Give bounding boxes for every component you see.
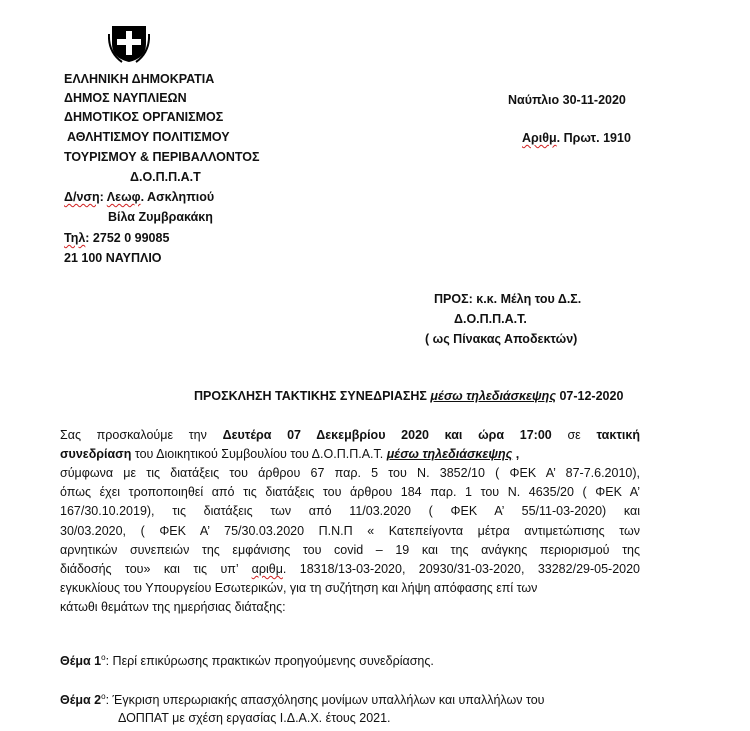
address-street-abbr: Λεωφ [106, 190, 141, 204]
address-label: Δ/νση [64, 190, 100, 204]
body-text: . 18318/13-03-2020, 20930/31-03-2020, 33282/29-05-2020 [282, 562, 641, 576]
meeting-type-2: συνεδρίαση [60, 447, 132, 461]
body-text: του Διοικητικού Συμβουλίου του Δ.Ο.Π.Π.Α.Τ. [131, 447, 387, 461]
address-line-2: Βίλα Ζυμβρακάκη [108, 210, 213, 224]
protocol-rest: . Πρωτ. 1910 [556, 131, 631, 145]
topic-2-line-2: ΔΟΠΠΑΤ με σχέση εργασίας Ι.Δ.Α.Χ. έτους 2021. [118, 711, 391, 725]
body-line-7: αρνητικών συνεπειών της εμφάνισης του covid – 19 και της ανάγκης περιορισμού της [60, 543, 640, 557]
republic-name: ΕΛΛΗΝΙΚΗ ΔΗΜΟΚΡΑΤΙΑ [64, 72, 215, 86]
address-colon: : [99, 190, 104, 204]
body-line-10: κάτωθι θεμάτων της ημερήσιας διάταξης: [60, 600, 286, 614]
body-line-3: σύμφωνα με τις διατάξεις του άρθρου 67 παρ. 5 του Ν. 3852/10 ( ΦΕΚ Α’ 87-7.6.2010), [60, 466, 640, 480]
title-part-2: μέσω τηλεδιάσκεψης [430, 389, 556, 403]
body-text: Σας προσκαλούμε την [60, 428, 223, 442]
meeting-datetime: Δευτέρα 07 Δεκεμβρίου 2020 και ώρα 17:00 [222, 428, 552, 442]
topic-1-colon: : [105, 654, 110, 669]
document-title [194, 389, 623, 403]
body-text: , [512, 447, 520, 461]
organization-line-1: ΔΗΜΟΤΙΚΟΣ ΟΡΓΑΝΙΣΜΟΣ [64, 110, 224, 124]
body-line-9: εγκυκλίους του Υπουργείου Εσωτερικών, για τη συζήτηση και λήψη απόφασης επί των [60, 581, 538, 595]
protocol-abbr: Αριθμ [522, 131, 557, 145]
recipient-line-1: ΠΡΟΣ: κ.κ. Μέλη του Δ.Σ. [434, 292, 582, 306]
body-line-4: όπως έχει τροποποιηθεί από τις διατάξεις του άρθρου 184 παρ. 1 του Ν. 4635/20 ( ΦΕΚ Α’ [60, 485, 640, 499]
topic-2-colon: : [105, 693, 110, 708]
phone-line [64, 231, 169, 245]
topic-2 [60, 692, 545, 707]
body-text: διάδοσής του» και τις υπ’ [60, 562, 252, 576]
body-line-8 [60, 562, 640, 576]
body-line-1 [60, 428, 640, 442]
topic-2-sup: ο [101, 692, 106, 701]
recipient-line-2: Δ.Ο.Π.Π.Α.Τ. [454, 312, 527, 326]
municipality-name: ΔΗΜΟΣ ΝΑΥΠΛΙΕΩΝ [64, 91, 187, 105]
topic-1-text: Περί επικύρωσης πρακτικών προηγούμενης συνεδρίασης. [109, 654, 434, 669]
address-street-rest: . Ασκληπιού [140, 190, 215, 204]
phone-value: : 2752 0 99085 [85, 231, 170, 245]
postal-line: 21 100 ΝΑΥΠΛΙΟ [64, 251, 162, 265]
title-part-1: ΠΡΟΣΚΛΗΣΗ ΤΑΚΤΙΚΗΣ ΣΥΝΕΔΡΙΑΣΗΣ [194, 389, 431, 403]
body-text: σε [551, 428, 597, 442]
body-line-5: 167/30.10.2019), τις διατάξεις των από 11/03.2020 ( ΦΕΚ Α’ 55/11-03-2020) και [60, 504, 640, 518]
teleconference-text: μέσω τηλεδιάσκεψης [386, 447, 513, 461]
organization-line-3: ΤΟΥΡΙΣΜΟΥ & ΠΕΡΙΒΑΛΛΟΝΤΟΣ [64, 150, 260, 164]
topic-2-text: Έγκριση υπερωριακής απασχόλησης μονίμων υπαλλήλων και υπαλλήλων του [109, 693, 545, 708]
topic-2-label: Θέμα 2 [60, 693, 102, 708]
recipient-line-3: ( ως Πίνακας Αποδεκτών) [425, 332, 578, 346]
number-abbr: αριθμ [251, 562, 283, 576]
organization-acronym: Δ.Ο.Π.Π.Α.Τ [130, 170, 201, 184]
phone-label: Τηλ [64, 231, 86, 245]
topic-1-label: Θέμα 1 [60, 654, 102, 669]
topic-1 [60, 653, 434, 668]
meeting-type: τακτική [596, 428, 640, 442]
place-date: Ναύπλιο 30-11-2020 [508, 93, 626, 107]
topic-1-sup: ο [101, 653, 106, 662]
address-line-1 [64, 190, 214, 204]
organization-line-2: ΑΘΛΗΤΙΣΜΟΥ ΠΟΛΙΤΙΣΜΟΥ [67, 130, 230, 144]
body-line-6: 30/03.2020, ( ΦΕΚ Α’ 75/30.03.2020 Π.Ν.Π « Κατεπείγοντα μέτρα αντιμετώπισης των [60, 524, 640, 538]
body-line-2 [60, 447, 640, 461]
greek-coat-of-arms-icon [108, 22, 150, 64]
title-part-3: 07-12-2020 [555, 389, 624, 403]
protocol-number [522, 131, 631, 145]
